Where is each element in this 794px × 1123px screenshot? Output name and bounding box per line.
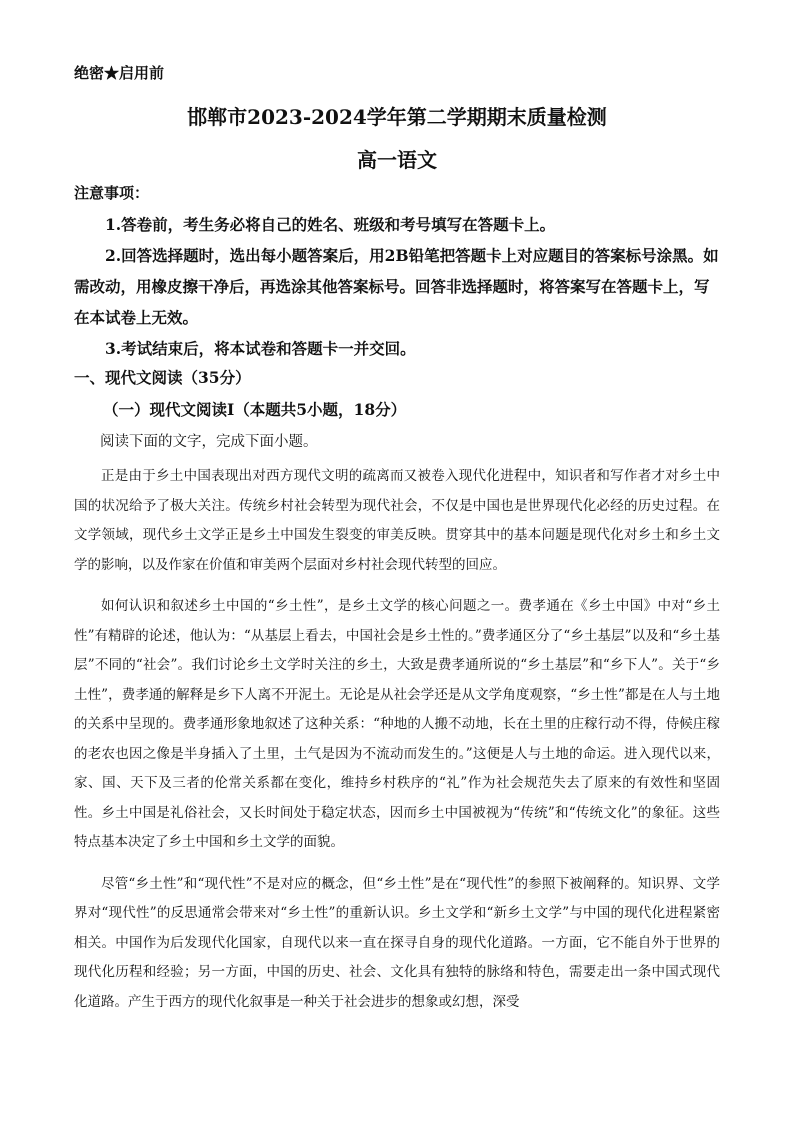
exam-subtitle: 高一语文 (357, 148, 437, 172)
passage-paragraph: 如何认识和叙述乡土中国的“乡土性”，是乡土文学的核心问题之一。费孝通在《乡土中国》中对“乡土性”有精辟的论述，他认为：“从基层上看去，中国社会是乡土性的。”费孝通区分了“乡土基层”以及和“乡土基层”不同的“社会”。我们讨论乡土文学时关注的乡土，大致是费孝通所说的“乡土基层”和“乡下人”。关于“乡土性”，费孝通的解释是乡下人离不开泥土。无论是从社会学还是从文学角度观察，“乡土性”都是在人与土地的关系中呈现的。费孝通形象地叙述了这种关系：“种地的人搬不动地，长在土里的庄稼行动不得，侍候庄稼的老农也因之像是半身插入了土里，土气是因为不流动而发生的。”这便是人与土地的命运。进入现代以来，家、国、天下及三者的伦常关系都在变化，维持乡村秩序的“礼”作为社会规范失去了原来的有效性和坚固性。乡土中国是礼俗社会，又长时间处于稳定状态，因而乡土中国被视为“传统”和“传统文化”的象征。这些特点基本决定了乡土中国和乡土文学的面貌。 (74, 598, 720, 850)
notes-heading: 注意事项： (74, 184, 150, 202)
note-item: 2.回答选择题时，选出每小题答案后，用2B铅笔把答题卡上对应题目的答案标号涂黑。如需改动，用橡皮擦干净后，再选涂其他答案标号。回答非选择题时，将答案写在答题卡上，写在本试卷上无效。 (74, 246, 719, 327)
notes-list (74, 209, 720, 364)
note-item: 1.答卷前，考生务必将自己的姓名、班级和考号填写在答题卡上。 (105, 215, 556, 234)
reading-passage (74, 462, 720, 1029)
exam-title: 邯郸市2023-2024学年第二学期期末质量检测 (187, 105, 607, 129)
subsection-title: （一）现代文阅读Ⅰ（本题共5小题，18分） (103, 400, 407, 419)
passage-paragraph: 尽管“乡土性”和“现代性”不是对应的概念，但“乡土性”是在“现代性”的参照下被阐释的。知识界、文学界对“现代性”的反思通常会带来对“乡土性”的重新认识。乡土文学和“新乡土文学”与中国的现代化进程紧密相关。中国作为后发现代化国家，自现代以来一直在探寻自身的现代化道路。一方面，它不能自外于世界的现代化历程和经验；另一方面，中国的历史、社会、文化具有独特的脉络和特色，需要走出一条中国式现代化道路。产生于西方的现代化叙事是一种关于社会进步的想象或幻想，深受 (74, 875, 720, 1010)
passage-paragraph: 正是由于乡土中国表现出对西方现代文明的疏离而又被卷入现代化进程中，知识者和写作者才对乡土中国的状况给予了极大关注。传统乡村社会转型为现代社会，不仅是中国也是世界现代化必经的历史过程。在文学领域，现代乡土文学正是乡土中国发生裂变的审美反映。贯穿其中的基本问题是现代化对乡土和乡土文学的影响，以及作家在价值和审美两个层面对乡村社会现代转型的回应。 (74, 468, 720, 573)
secret-label: 绝密★启用前 (74, 64, 165, 82)
section-title: 一、现代文阅读（35分） (74, 368, 251, 387)
reading-instruction: 阅读下面的文字，完成下面小题。 (100, 434, 318, 450)
note-item: 3.考试结束后，将本试卷和答题卡一并交回。 (105, 339, 416, 358)
